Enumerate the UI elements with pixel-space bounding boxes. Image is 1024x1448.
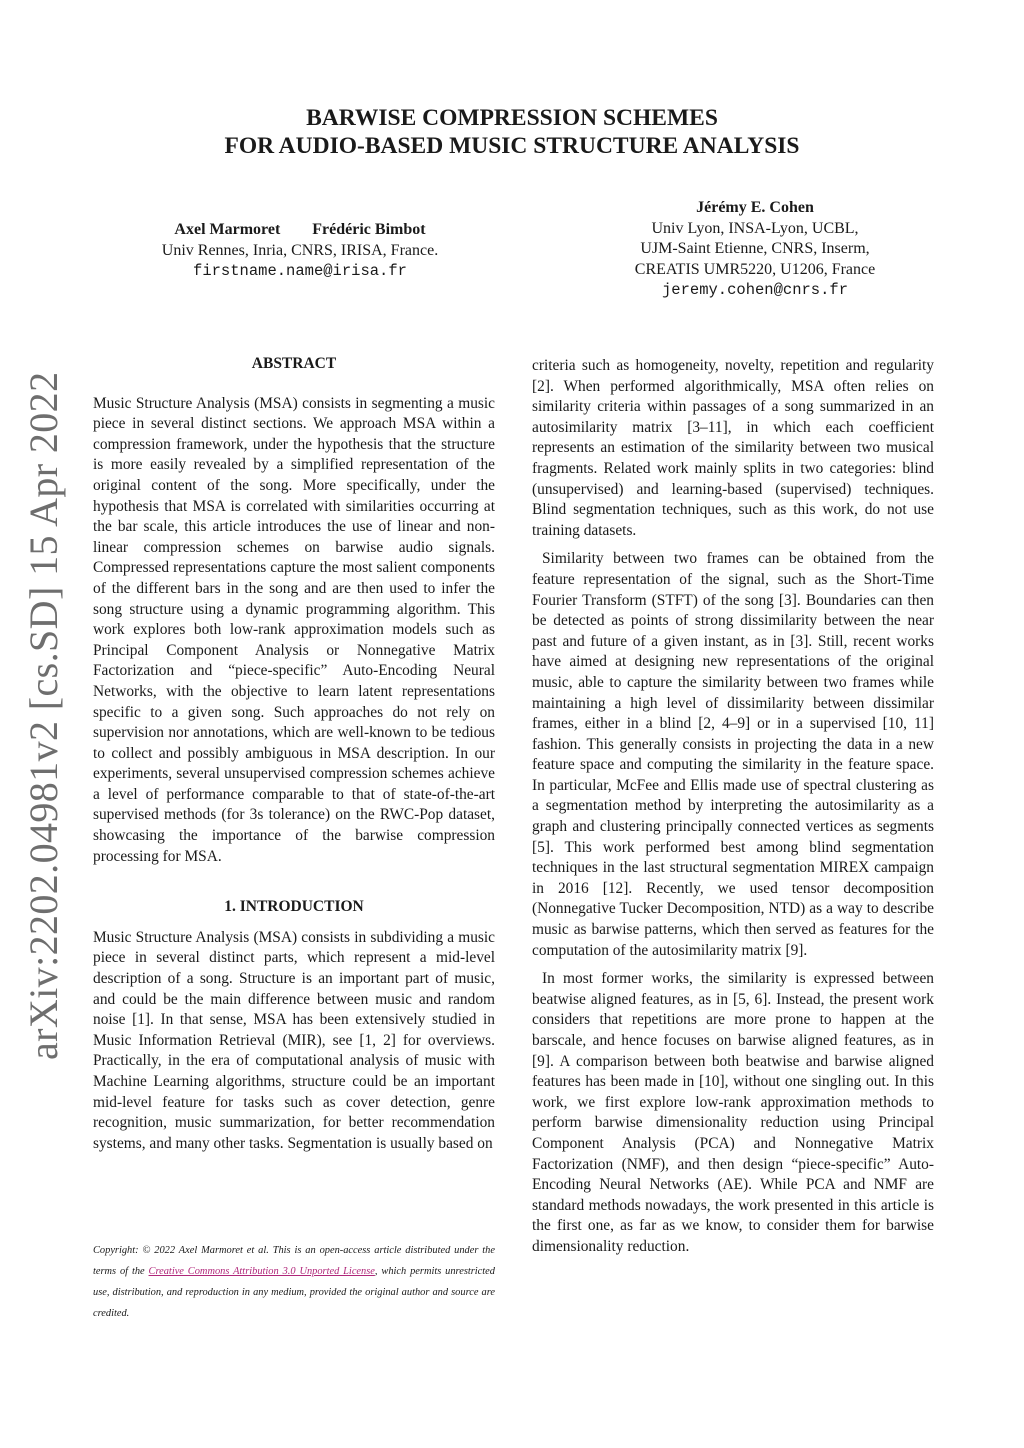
title-line-2: FOR AUDIO-BASED MUSIC STRUCTURE ANALYSIS [224, 133, 800, 159]
abstract-text: Music Structure Analysis (MSA) consists in segmenting a music piece in several distinct sections. We approach MSA within a compression framework, under the hypothesis that the structure is more easily revealed by a simplified representation of the original content of the song. More specifically, under the hypothesis that MSA is correlated with similarities occurring at the bar scale, this article introduces the use of linear and non-linear compression schemes on barwise audio signals. Compressed representations capture the most salient components of the different bars in the song and are then used to infer the song structure using a dynamic programming algorithm. This work explores both low-rank approximation models such as Principal Component Analysis or Nonnegative Matrix Factorization and “piece-specific” Auto-Encoding Neural Networks, with the objective to learn latent representations specific to a given song. Such approaches do not rely on supervision nor annotations, which are well-known to be tedious to collect and possibly ambiguous in MSA description. In our experiments, several unsupervised compression schemes achieve a level of performance comparable to that of state-of-the-art supervised methods (for 3s tolerance) on the RWC-Pop dataset, showcasing the importance of the barwise compression processing for MSA. [93, 394, 495, 865]
body-paragraph: criteria such as homogeneity, novelty, repetition and regularity [2]. When performed algorithmically, MSA often relies on similarity criteria within passages of a song summarized in an autosimilarity matrix [3–11], in which each coefficient represents an estimation of the similarity between two musical fragments. Related work mainly splits in two categories: blind (unsupervised) and learning-based (supervised) techniques. Blind segmentation techniques, such as this work, do not use training datasets. [532, 357, 934, 539]
author-email: firstname.name@irisa.fr [193, 262, 407, 280]
author-block-right [575, 198, 935, 301]
left-column [93, 354, 495, 1154]
author-names [110, 220, 490, 241]
license-link[interactable]: Creative Commons Attribution 3.0 Unported License [148, 1266, 375, 1277]
author-affiliation: UJM-Saint Etienne, CNRS, Inserm, [640, 240, 870, 257]
arxiv-identifier: arXiv:2202.04981v2 [cs.SD] 15 Apr 2022 [21, 371, 66, 1060]
author-email: jeremy.cohen@cnrs.fr [661, 281, 849, 299]
author-affiliation: Univ Lyon, INSA-Lyon, UCBL, [651, 219, 859, 237]
author-affiliation: CREATIS UMR5220, U1206, France [634, 260, 876, 278]
abstract-heading: ABSTRACT [251, 355, 337, 372]
author-name: Jérémy E. Cohen [696, 199, 814, 216]
right-column [532, 356, 934, 1258]
author-block-left [110, 220, 490, 282]
author-affiliation: Univ Rennes, Inria, CNRS, IRISA, France. [161, 241, 439, 259]
copyright-suffix: , which permits unrestricted use, distribution, and reproduction in any medium, provided the original author and source are credited. [93, 1266, 495, 1319]
paper-title [0, 104, 1024, 160]
author-name: Frédéric Bimbot [312, 221, 426, 238]
body-paragraph: Similarity between two frames can be obtained from the feature representation of the signal, such as the Short-Time Fourier Transform (STFT) of the song [3]. Boundaries can then be detected as points of strong dissimilarity between the near past and future of a given instant, as in [3]. Still, recent works have aimed at designing new representations of the original music, able to capture the similarity between two frames while maintaining a high level of dissimilarity between dissimilar frames, either in a blind [2, 4–9] or in a supervised [10, 11] fashion. This generally consists in projecting the data in a new feature space and computing the similarity in the feature space. In particular, McFee and Ellis made use of spectral clustering as a segmentation method by interpreting the autosimilarity as a graph and clustering principally connected vertices as segments [5]. This work performed best among blind segmentation techniques in the last structural segmentation MIREX campaign in 2016 [12]. Recently, we used tensor decomposition (Nonnegative Tucker Decomposition, NTD) as a way to describe music as barwise patterns, which then served as features for the computation of the autosimilarity matrix [9]. [532, 550, 934, 959]
copyright-notice [93, 1240, 495, 1324]
introduction-paragraph: Music Structure Analysis (MSA) consists in subdividing a music piece in several distinct parts, which represent a mid-level description of a song. Structure is an important part of music, and could be the main difference between music and random noise [1]. In that sense, MSA has been extensively studied in Music Information Retrieval (MIR), see [1, 2] for overviews. Practically, in the era of computational analysis of music with Machine Learning algorithms, structure could be an important mid-level feature for tasks such as cover detection, genre recognition, music summarization, for better recommendation systems, and many other tasks. Segmentation is usually based on [93, 928, 495, 1152]
author-name: Axel Marmoret [174, 221, 281, 238]
copyright-prefix: Copyright: © 2022 Axel Marmoret et al. This is an open-access article distributed under the terms of the [93, 1245, 495, 1277]
title-line-1: BARWISE COMPRESSION SCHEMES [306, 105, 718, 131]
body-paragraph: In most former works, the similarity is expressed between beatwise aligned features, as in [5, 6]. Instead, the present work considers that repetitions are more prone to happen at the barscale, and hence focuses on barwise aligned features, as in [9]. A comparison between both beatwise and barwise aligned features has been made in [10], without one singling out. In this work, we first explore low-rank approximation methods to perform barwise dimensionality reduction using Principal Component Analysis (PCA) and Nonnegative Matrix Factorization (NMF), and then design “piece-specific” Auto-Encoding Neural Networks (AE). While PCA and NMF are standard methods nowadays, the work presented in this article is the first one, as far as we know, to consider them for barwise dimensionality reduction. [532, 970, 934, 1255]
section-heading-introduction: 1. INTRODUCTION [224, 898, 364, 916]
